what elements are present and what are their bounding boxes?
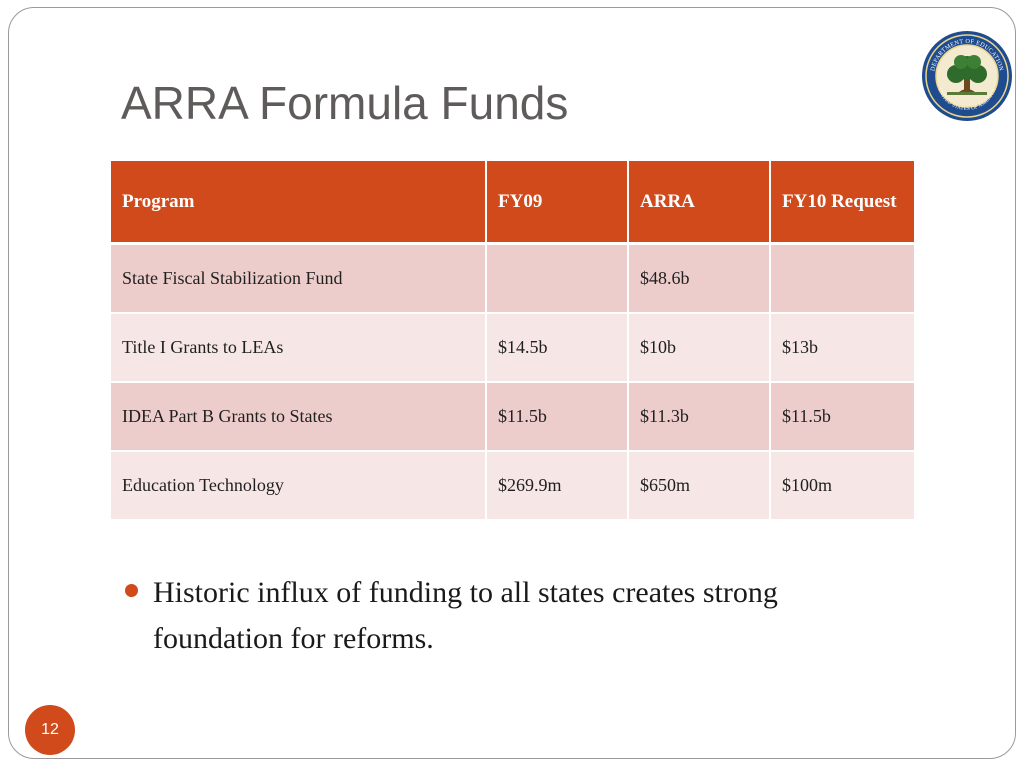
cell-fy10 [771,245,914,314]
cell-arra: $650m [629,452,771,521]
cell-fy10: $11.5b [771,383,914,452]
cell-program: State Fiscal Stabilization Fund [111,245,487,314]
funds-table [111,161,914,521]
seal-top-text: DEPARTMENT OF EDUCATION [929,37,1005,72]
header-program: Program [111,161,487,245]
cell-program: IDEA Part B Grants to States [111,383,487,452]
cell-fy10: $100m [771,452,914,521]
cell-fy09: $14.5b [487,314,629,383]
table-header-row [111,161,914,245]
cell-program: Title I Grants to LEAs [111,314,487,383]
bullet-icon [125,584,138,597]
cell-fy09: $11.5b [487,383,629,452]
header-arra: ARRA [629,161,771,245]
cell-arra: $10b [629,314,771,383]
table-row [111,245,914,314]
bullet-item: Historic influx of funding to all states creates strong foundation for reforms. [153,576,778,655]
page-number: 12 [25,705,75,755]
cell-arra: $48.6b [629,245,771,314]
cell-fy09: $269.9m [487,452,629,521]
table-row [111,452,914,521]
cell-arra: $11.3b [629,383,771,452]
header-fy10-request: FY10 Request [771,161,914,245]
cell-fy09 [487,245,629,314]
seal-bottom-text: UNITED STATES OF AMERICA [936,87,998,113]
table-row [111,383,914,452]
header-fy09: FY09 [487,161,629,245]
table-row [111,314,914,383]
bullet-list [125,570,915,662]
cell-fy10: $13b [771,314,914,383]
slide-title: ARRA Formula Funds [121,77,569,129]
department-of-education-seal [921,30,1013,122]
cell-program: Education Technology [111,452,487,521]
